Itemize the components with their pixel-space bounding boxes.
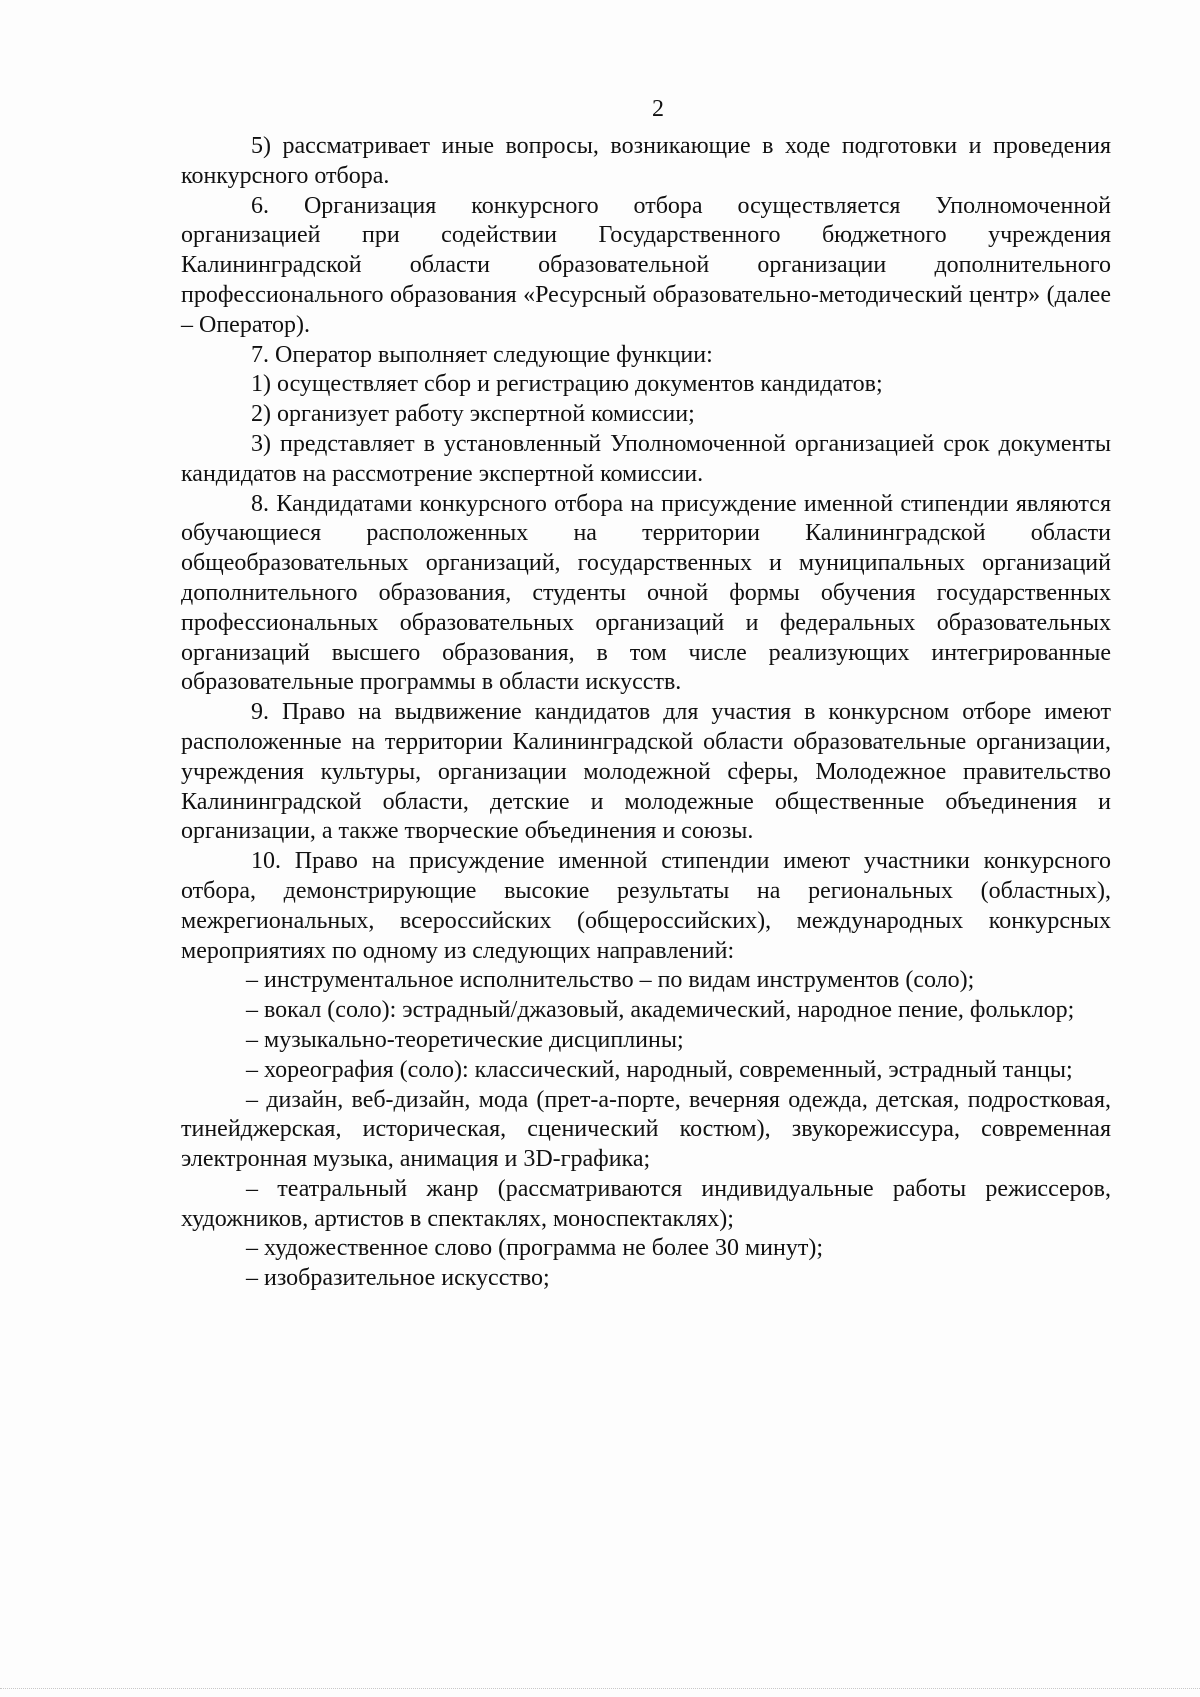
direction-item: – театральный жанр (рассматриваются индивидуальные работы режиссеров, художников, артистов в спектаклях, моноспектаклях);: [181, 1175, 1111, 1232]
page-number: 2: [652, 96, 664, 122]
scan-edge-divider: [0, 1688, 1200, 1689]
direction-item: – дизайн, веб-дизайн, мода (прет-а-порте, вечерняя одежда, детская, подростковая, тинейджерская, историческая, сценический костюм), звукорежиссура, современная электронная музыка, анимация и 3D-графика;: [181, 1086, 1111, 1173]
paragraph-8: 8. Кандидатами конкурсного отбора на присуждение именной стипендии являются обучающиеся расположенных на территории Калининградской области общеобразовательных организаций, государственных и муниципальных организаций дополнительного образования, студенты очной формы обучения государственных профессиональных образовательных организаций и федеральных образовательных организаций высшего образования, в том числе реализующих интегрированные образовательные программы в области искусств.: [181, 490, 1111, 696]
paragraph-10: 10. Право на присуждение именной стипендии имеют участники конкурсного отбора, демонстрирующие высокие результаты на региональных (областных), межрегиональных, всероссийских (общероссийских), международных конкурсных мероприятиях по одному из следующих направлений:: [181, 848, 1111, 964]
paragraph-6: 6. Организация конкурсного отбора осуществляется Уполномоченной организацией при содействии Государственного бюджетного учреждения Калининградской области образовательной организации дополнительного профессионального образования «Ресурсный образовательно-методический центр» (далее – Оператор).: [181, 192, 1111, 338]
direction-item: – инструментальное исполнительство – по видам инструментов (соло);: [246, 967, 975, 994]
direction-item: – хореография (соло): классический, народный, современный, эстрадный танцы;: [246, 1056, 1073, 1083]
direction-item: – вокал (соло): эстрадный/джазовый, академический, народное пение, фольклор;: [246, 997, 1075, 1024]
paragraph-item-5: 5) рассматривает иные вопросы, возникающие в ходе подготовки и проведения конкурсного отбора.: [181, 133, 1111, 189]
direction-item: – музыкально-теоретические дисциплины;: [246, 1026, 684, 1053]
paragraph-7: 7. Оператор выполняет следующие функции:: [251, 341, 713, 368]
document-body: [181, 132, 1111, 1294]
paragraph-7-item-1: 1) осуществляет сбор и регистрацию документов кандидатов;: [251, 371, 883, 398]
paragraph-7-item-3: 3) представляет в установленный Уполномоченной организацией срок документы кандидатов на рассмотрение экспертной комиссии.: [181, 430, 1111, 487]
paragraph-7-item-2: 2) организует работу экспертной комиссии;: [251, 401, 695, 428]
paragraph-9: 9. Право на выдвижение кандидатов для участия в конкурсном отборе имеют расположенные на территории Калининградской области образовательные организации, учреждения культуры, организации молодежной сферы, Молодежное правительство Калининградской области, детские и молодежные общественные объединения и организации, а также творческие объединения и союзы.: [181, 699, 1111, 845]
direction-item: – изобразительное искусство;: [246, 1265, 550, 1292]
direction-item: – художественное слово (программа не более 30 минут);: [246, 1235, 824, 1262]
